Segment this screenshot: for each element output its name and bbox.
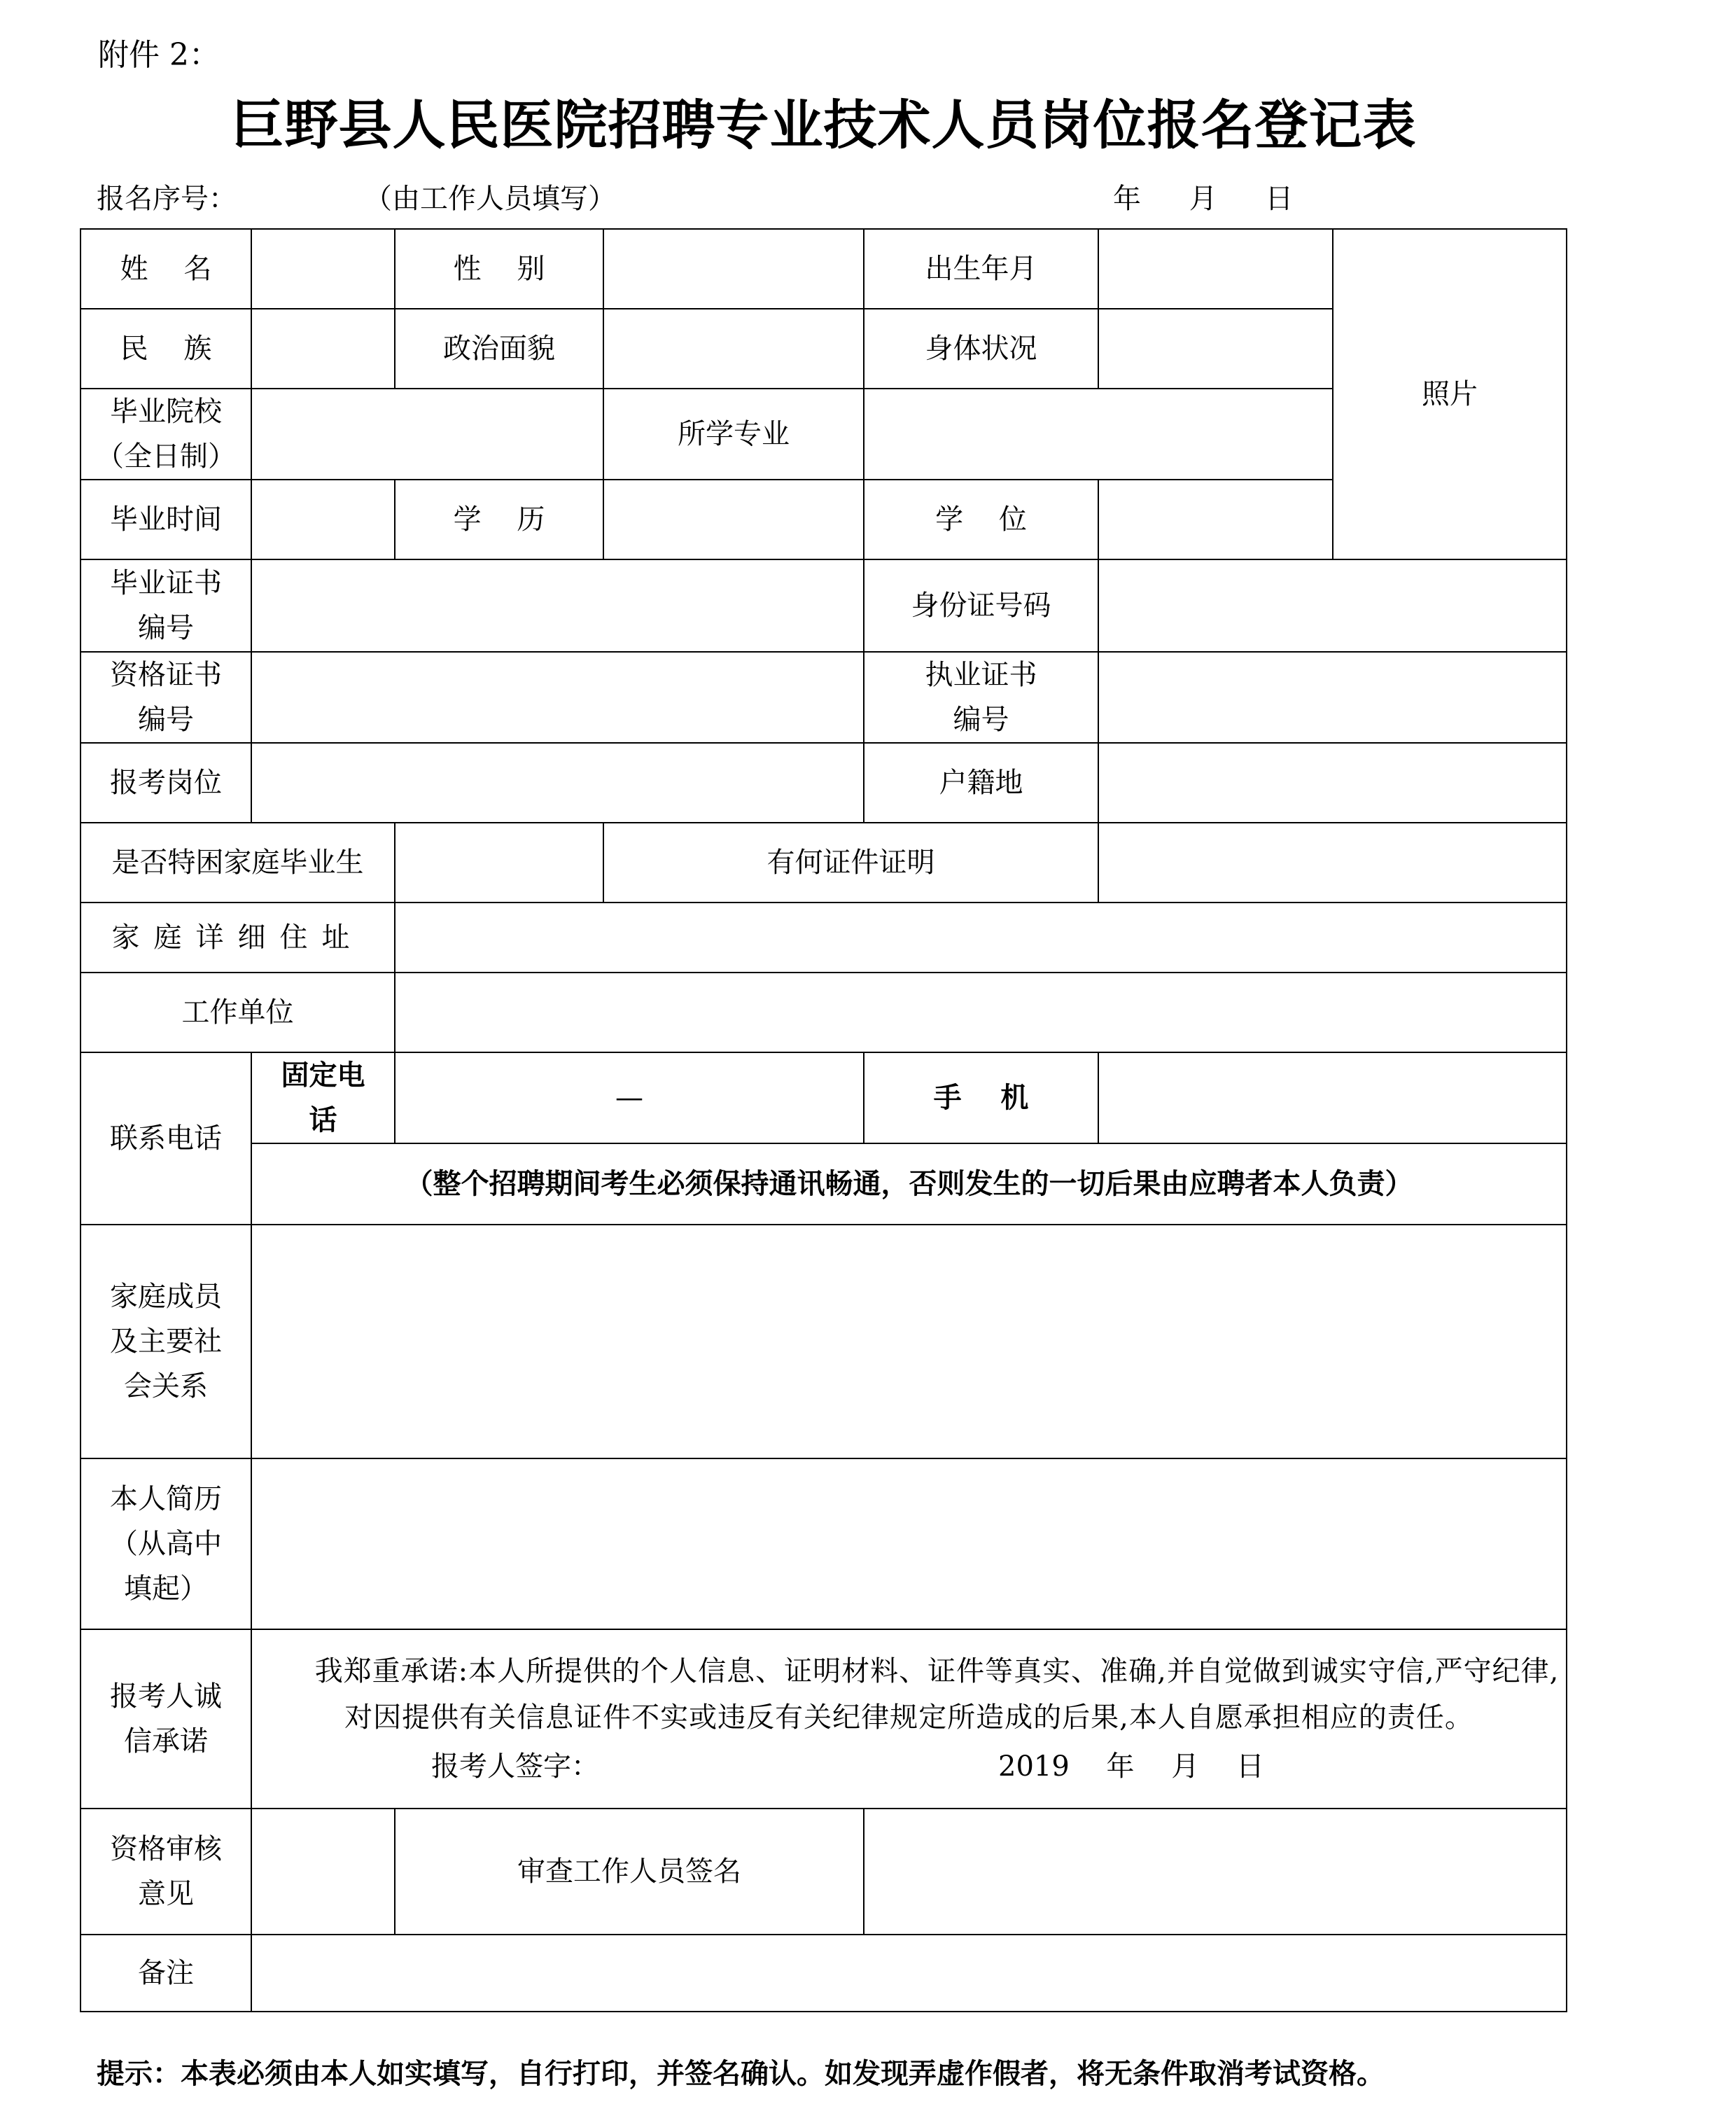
education-field[interactable] [603,480,864,559]
ethnicity-field[interactable] [251,309,395,389]
phone-note: （整个招聘期间考生必须保持通讯畅通，否则发生的一切后果由应聘者本人负责） [251,1143,1567,1225]
reviewer-label: 审查工作人员签名 [395,1809,864,1935]
mobile-field[interactable] [1098,1052,1567,1143]
pledge-text: 我郑重承诺:本人所提供的个人信息、证明材料、证件等真实、准确,并自觉做到诚实守信,严守纪律,对因提供有关信息证件不实或违反有关纪律规定所造成的后果,本人自愿承担相应的责任。 [314,1655,1560,1734]
family-field[interactable] [251,1225,1567,1458]
id-no-label: 身份证号码 [864,559,1098,652]
remarks-field[interactable] [251,1935,1567,2012]
serial-label: 报名序号： [97,183,237,215]
school-field[interactable] [251,389,603,480]
phone-label: 联系电话 [80,1052,251,1225]
family-label: 家庭成员 及主要社 会关系 [80,1225,251,1458]
health-label: 身体状况 [864,309,1098,389]
serial-note: （由工作人员填写） [364,183,616,215]
resume-field[interactable] [251,1458,1567,1629]
practice-cert-label: 执业证书 编号 [864,652,1098,743]
degree-label: 学 位 [864,480,1098,559]
address-field[interactable] [395,903,1567,973]
hardship-proof-field[interactable] [1098,823,1567,903]
hardship-label: 是否特困家庭毕业生 [80,823,395,903]
pledge-date: 2019 年 月 日 [998,1750,1264,1783]
landline-dash: — [615,1082,643,1114]
major-field[interactable] [864,389,1333,480]
political-label: 政治面貌 [395,309,603,389]
position-field[interactable] [251,743,864,823]
qual-cert-label: 资格证书 编号 [80,652,251,743]
address-label: 家庭详细住址 [80,903,395,973]
pledge-sign-label: 报考人签字： [431,1750,599,1783]
education-label: 学 历 [395,480,603,559]
reviewer-sign-field[interactable] [864,1809,1567,1935]
review-field[interactable] [251,1809,395,1935]
ethnicity-label: 民 族 [80,309,251,389]
employer-field[interactable] [395,973,1567,1052]
id-no-field[interactable] [1098,559,1567,652]
practice-cert-field[interactable] [1098,652,1567,743]
grad-time-label: 毕业时间 [80,480,251,559]
photo-box[interactable]: 照片 [1333,229,1567,559]
hardship-field[interactable] [395,823,603,903]
form-title: 巨野县人民医院招聘专业技术人员岗位报名登记表 [230,94,1417,156]
hardship-proof-label: 有何证件证明 [603,823,1098,903]
pledge-signature-line[interactable] [256,1743,1562,1790]
major-label: 所学专业 [603,389,864,480]
household-field[interactable] [1098,743,1567,823]
political-field[interactable] [603,309,864,389]
diploma-no-field[interactable] [251,559,864,652]
school-label: 毕业院校 （全日制） [80,389,251,480]
remarks-label: 备注 [80,1935,251,2012]
attachment-label: 附件 2： [98,37,220,73]
degree-field[interactable] [1098,480,1333,559]
footer-tip: 提示：本表必须由本人如实填写，自行打印，并签名确认。如发现弄虚作假者，将无条件取消考试资格。 [97,2057,1385,2090]
resume-label: 本人简历 （从高中 填起） [80,1458,251,1629]
gender-label: 性 别 [395,229,603,309]
name-field[interactable] [251,229,395,309]
birth-label: 出生年月 [864,229,1098,309]
name-label: 姓 名 [80,229,251,309]
landline-label: 固定电 话 [251,1052,395,1143]
employer-label: 工作单位 [80,973,395,1052]
health-field[interactable] [1098,309,1333,389]
header-date: 年 月 日 [1113,183,1294,215]
grad-time-field[interactable] [251,480,395,559]
gender-field[interactable] [603,229,864,309]
diploma-no-label: 毕业证书 编号 [80,559,251,652]
review-label: 资格审核 意见 [80,1809,251,1935]
pledge-cell [251,1629,1567,1809]
position-label: 报考岗位 [80,743,251,823]
qual-cert-field[interactable] [251,652,864,743]
household-label: 户籍地 [864,743,1098,823]
mobile-label: 手 机 [864,1052,1098,1143]
landline-field[interactable] [395,1052,864,1143]
pledge-label: 报考人诚 信承诺 [80,1629,251,1809]
birth-field[interactable] [1098,229,1333,309]
registration-table [80,228,1567,2012]
